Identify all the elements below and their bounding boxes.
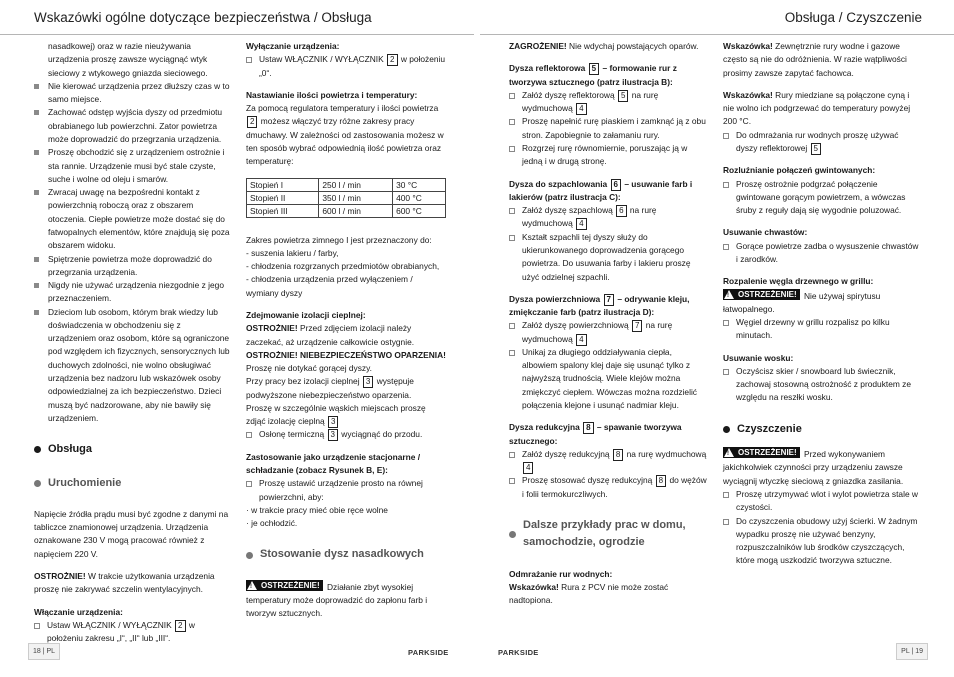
reducer-title-b: – spawanie tworzywa sztucznego: <box>509 422 682 446</box>
part-number-box: 8 <box>583 422 593 434</box>
list-item: Proszę ustawić urządzenie prosto na równej powierzchni, aby: <box>246 477 446 504</box>
tip-2 <box>723 89 921 129</box>
scraper-step-2: Kształt szpachli tej dyszy służy do ukierunkowanego doprowadzenia gorącego powietrza. Do usuwania farby i lakieru proszę użyć odzielnej szpachli. <box>509 231 709 284</box>
step-text: na rurę wydmuchową <box>522 320 673 344</box>
table-cell: 600 l / min <box>319 204 393 217</box>
tip-text: Rury miedziane są połączone cyną i nie wolno ich podgrzewać do temperatury powyżej 200 °C. <box>723 89 911 127</box>
safety-bullet-list <box>34 80 230 425</box>
warning-text: Nie używaj spirytusu łatwopalnego. <box>723 290 881 314</box>
reducer-step-2 <box>509 474 709 501</box>
step-text: Załóż dyszę redukcyjną <box>522 448 610 459</box>
tip-text: Zewnętrznie rury wodne i gazowe często są nie do odróżnienia. W razie wątpliwości prosimy zawsze zapytać fachowca. <box>723 41 907 78</box>
danger-paragraph <box>509 40 709 53</box>
list-item: - suszenia lakieru / farby, <box>246 247 339 258</box>
warning-text: Działanie zbyt wysokiej temperatury może doprowadzić do zapłonu farb i tworzyw sztucznych. <box>246 581 428 619</box>
column-2 <box>246 40 446 621</box>
surface-step-2: Unikaj za długiego oddziaływania ciepła, albowiem spalony klej daje się usunąć tylko z najwyższą trudnością. Wiele klejów można zmiękczyć ciepłem. Wówczas można rozdzielić połączenia klejone i usunąć nadmiar kleju. <box>509 346 709 412</box>
intro-text: nasadkowej) oraz w razie nieużywania urządzenia proszę zawsze wyciągnąć wtyk sieciowy z wtykowego gniazda sieciowego. <box>48 41 208 78</box>
step-text: Do odmrażania rur wodnych proszę używać dyszy reflektorowej <box>736 129 899 153</box>
table-row <box>247 178 446 191</box>
surface-step-1 <box>509 319 709 346</box>
list-item: Nigdy nie używać urządzenia niezgodnie z jego przeznaczeniem. <box>34 279 230 306</box>
insulation-text-b: występuje podwyższone niebezpieczeństwo oparzenia. <box>246 376 414 400</box>
insulation-text <box>246 375 446 402</box>
frost-title: Odmrażanie rur wodnych: <box>509 568 613 579</box>
tip-2-step <box>723 129 921 156</box>
list-item: Zwracaj uwagę na bezpośredni kontakt z powierzchnią roboczą oraz z obszarem otoczenia. Ciepłe powietrze może dostać się do fatwopalnych elementów, które znajdują się poza obszarem widoku. <box>34 186 230 252</box>
language-code: PL <box>46 648 56 655</box>
list-item: Proszę obchodzić się z urządzeniem ostrożnie i sta rannie. Urządzenie musi być stale czyste, suche i wolne od oleju i smarów. <box>34 146 230 186</box>
caution-text: W trakcie użytkowania urządzenia proszę nie zakrywać szczelin wentylacyjnych. <box>34 571 215 595</box>
footer-right <box>896 643 928 660</box>
wax-title: Usuwanie wosku: <box>723 352 794 363</box>
subsection-more-examples <box>509 517 709 552</box>
part-number-box: 5 <box>618 90 628 102</box>
part-number-box: 6 <box>611 179 621 191</box>
warning-label: OSTRZEŻENIE! <box>738 448 797 458</box>
list-item: · je ochłodzić. <box>246 518 298 529</box>
caution-text: Przed zdjęciem izolacji należy zaczekać, aż urządzenie całkowicie ostygnie. <box>246 323 415 347</box>
list-item: Proszę utrzymywać wlot i wylot powietrza stale w czystości. <box>723 488 921 515</box>
warning-badge <box>723 289 800 300</box>
thread-step: Proszę ostrożnie podgrzać połączenie gwintowane gorącym powietrzem, a wówczas śruby z reguły dają się wygodnie poluzować. <box>723 178 921 218</box>
insulation-danger <box>246 349 446 376</box>
step-text: Załóż dyszę powierzchniową <box>522 320 629 331</box>
reflector-title <box>509 62 709 89</box>
air-text <box>246 102 446 168</box>
part-number-box: 4 <box>576 334 586 346</box>
list-item: · w trakcie pracy mieć obie ręce wolne <box>246 504 388 515</box>
frost-tip <box>509 581 709 608</box>
grill-title: Rozpalenie węgla drzewnego w grillu: <box>723 276 874 287</box>
left-page-title: Wskazówki ogólne dotyczące bezpieczeństwa / Obsługa <box>34 9 372 25</box>
part-number-box: 7 <box>604 294 614 306</box>
list-item: Nie kierować urządzenia przez dłuższy czas w to samo miejsce. <box>34 80 230 107</box>
table-cell: Stopień II <box>247 191 319 204</box>
part-number-box: 3 <box>328 416 338 428</box>
weed-title: Usuwanie chwastów: <box>723 227 808 238</box>
section-title: Obsługa <box>48 443 93 456</box>
reflector-title-a: Dysza reflektorowa <box>509 63 586 74</box>
danger-text: Proszę nie dotykać gorącej dyszy. <box>246 363 372 374</box>
surface-title-b: – odrywanie kleju, zmiękczanie farb (patrz ilustracja D): <box>509 293 690 318</box>
insulation-text-c: Proszę w szczególnie wąskich miejscach proszę zdjąć izolację cieplną <box>246 402 426 427</box>
warning-triangle-icon <box>247 581 257 590</box>
page-number-box: PL | 19 <box>896 643 928 660</box>
scraper-step-1 <box>509 204 709 231</box>
part-number-box: 8 <box>613 449 623 461</box>
warning-triangle-icon <box>724 290 734 299</box>
part-number-box: 4 <box>576 103 586 115</box>
stationary-list <box>246 477 446 530</box>
part-number-box: 2 <box>247 116 257 128</box>
subsection-uruchomienie <box>34 475 230 492</box>
cold-intro: Zakres powietrza zimnego I jest przeznaczony do: <box>246 234 432 245</box>
cold-use-list <box>246 247 446 300</box>
tip-label: Wskazówka! <box>509 582 559 593</box>
scraper-title-b: – usuwanie farb i lakierów (patrz ilustracja C): <box>509 178 693 202</box>
reflector-title-b: – formowanie rur z tworzywa sztucznego (patrz ilustracja B): <box>509 63 677 87</box>
nozzle-warning <box>246 580 446 621</box>
danger-label: OSTROŻNIE! NIEBEZPIECZEŃSTWO OPARZENIA! <box>246 349 446 360</box>
air-title: Nastawianie ilości powietrza i temperatury: <box>246 89 418 100</box>
warning-badge <box>723 447 800 458</box>
part-number-box: 6 <box>616 205 626 217</box>
wax-step: Oczyścisz skier / snowboard lub świecznik, zachowaj stosowną ostrożność z produktem ze względu na reszłki wosku. <box>723 365 921 405</box>
bullet-dot-icon <box>34 446 41 453</box>
part-number-box: 4 <box>576 218 586 230</box>
step-text: na rurę wydmuchową <box>626 448 707 459</box>
bullet-dot-icon <box>34 480 41 487</box>
reducer-title <box>509 421 709 448</box>
brand-logo-left: PARKSIDE <box>408 648 449 657</box>
table-row <box>247 191 446 204</box>
part-number-box: 4 <box>523 462 533 474</box>
header-divider-right <box>480 34 954 35</box>
part-number-box: 8 <box>656 475 666 487</box>
page-number: 18 <box>33 648 41 655</box>
step-text: Proszę stosować dyszę redukcyjną <box>522 475 653 486</box>
thread-title: Rozluźnianie połączeń gwintowanych: <box>723 165 876 176</box>
insulation-text-a: Przy pracy bez izolacji cieplnej <box>246 376 360 387</box>
list-item: - chłodzenia urządzenia przed wyłączeniem / <box>246 274 413 285</box>
scraper-title-a: Dysza do szpachlowania <box>509 178 608 189</box>
insulation-title: Zdejmowanie izolacji cieplnej: <box>246 309 366 320</box>
step-text: Załóż dyszę reflektorową <box>522 89 615 100</box>
switch-on-text-end: w położeniu zakresu „I“, „II“ lub „III“. <box>47 619 195 644</box>
switch-off-step <box>246 53 446 80</box>
bullet-dot-icon <box>723 426 730 433</box>
list-item: Zachować odstęp wyjścia dyszy od przedmiotu obrabianego lub powierzchni. Zator powietrza może doprowadzić do przegrzania urządzenia. <box>34 106 230 146</box>
part-number-box: 7 <box>632 320 642 332</box>
tip-label: Wskazówka! <box>723 41 773 51</box>
column-1 <box>34 40 230 645</box>
stationary-title: Zastosowanie jako urządzenie stacjonarne / schładzanie (zobacz Rysunek B, E): <box>246 451 421 476</box>
list-item: Dzieciom lub osobom, którym brak wiedzy lub doświadczenia w obchodzeniu się z urządzeniem oraz osobom, które są ograniczone pod względem ich fizycznych, sensorycznych lub duchowych zdolności, nie wolno obsługiwać urządzenia bez nadzoru lub wskazówek osoby odpowiedzialnej za ich bezpieczeństwo. Dzieci muszą być nadzorowane, aby nie bawiły się urządzeniem. <box>34 306 230 426</box>
grill-warning <box>723 289 921 317</box>
switch-off-text-end: w położeniu „0“. <box>259 54 446 78</box>
switch-on-step <box>34 619 230 646</box>
tip-text: Rura z PCV nie może zostać nadtopiona. <box>509 582 669 606</box>
table-cell: 30 °C <box>393 178 446 191</box>
page-number-box: 18 | PL <box>28 643 60 660</box>
reducer-title-a: Dysza redukcyjna <box>509 422 580 433</box>
tip-label: Wskazówka! <box>723 89 773 100</box>
step-text: Załóż dyszę szpachlową <box>522 205 613 216</box>
page-number: 19 <box>915 648 923 655</box>
reflector-step-2: Proszę napełnić rurę piaskiem i zamknąć ją z obu stron. Zapobiegnie to załamaniu rury. <box>509 115 709 142</box>
air-text-end: możesz włączyć trzy różne zakresy pracy dmuchawy. W zależności od zastosowania możesz w ten sposób wybrać odpowiednią ilość powietrza oraz temperaturę: <box>246 116 444 167</box>
column-3 <box>509 40 709 608</box>
list-item: wymiany dyszy <box>246 287 303 298</box>
caution-label: OSTROŻNIE! <box>34 571 86 582</box>
list-item: Do czyszczenia obudowy użyj ścierki. W żadnym wypadku proszę nie używać benzyny, rozpuszczalników lub środków czyszczących, które mogą uszkodzić tworzywa sztuczne. <box>723 515 921 568</box>
part-number-box: 5 <box>589 63 599 75</box>
warning-label: OSTRZEŻENIE! <box>738 289 797 299</box>
insulation-caution <box>246 322 446 349</box>
cleaning-list <box>723 488 921 568</box>
part-number-box: 2 <box>387 54 397 66</box>
insulation-step-b: wyciągnąć do przodu. <box>341 429 423 440</box>
reflector-step-3: Rozgrzej rurę równomiernie, poruszając ją w jedną i w drugą stronę. <box>509 142 709 169</box>
section-obsluga <box>34 441 230 458</box>
reducer-step-1 <box>509 448 709 475</box>
header-divider-left <box>0 34 474 35</box>
caution-label: OSTROŻNIE! <box>246 323 298 334</box>
list-item: Spiętrzenie powietrza może doprowadzić do przegrzania urządzenia. <box>34 253 230 280</box>
scraper-title <box>509 178 709 205</box>
bullet-dot-icon <box>246 552 253 559</box>
surface-title-a: Dysza powierzchniowa <box>509 293 601 304</box>
part-number-box: 3 <box>363 376 373 388</box>
air-text-start: Za pomocą regulatora temperatury i ilości powietrza <box>246 103 439 114</box>
warning-label: OSTRZEŻENIE! <box>261 580 320 590</box>
table-cell: 600 °C <box>393 204 446 217</box>
weed-step: Gorące powietrze zadba o wysuszenie chwastów i zarodków. <box>723 240 921 267</box>
column-4 <box>723 40 921 568</box>
part-number-box: 2 <box>175 620 185 632</box>
bullet-dot-icon <box>509 531 516 538</box>
step-text: do wężów i folii termokurczliwych. <box>522 475 707 499</box>
table-cell: Stopień I <box>247 178 319 191</box>
section-czyszczenie <box>723 421 921 438</box>
warning-text: Przed wykonywaniem jakichkolwiek czynności przy urządzeniu zawsze wyciągnij wtyczkę sieciową z gniazdka zasilania. <box>723 449 904 486</box>
switch-on-text: Ustaw WŁĄCZNIK / WYŁĄCZNIK <box>47 619 172 630</box>
caution-paragraph <box>34 570 230 597</box>
table-cell: 400 °C <box>393 191 446 204</box>
language-code: PL <box>901 648 910 655</box>
part-number-box: 3 <box>328 429 338 441</box>
settings-table <box>246 178 446 218</box>
table-cell: 250 l / min <box>319 178 393 191</box>
table-row <box>247 204 446 217</box>
reflector-step-1 <box>509 89 709 116</box>
clean-warning <box>723 447 921 488</box>
subsection-nozzles <box>246 546 446 563</box>
step-text: na rurę wydmuchową <box>522 205 657 229</box>
table-cell: 350 l / min <box>319 191 393 204</box>
table-cell: Stopień III <box>247 204 319 217</box>
insulation-step-a: Osłonę termiczną <box>259 429 325 440</box>
danger-text: Nie wdychaj powstających oparów. <box>569 41 699 51</box>
warning-badge <box>246 580 323 591</box>
brand-logo-right: PARKSIDE <box>498 648 539 657</box>
part-number-box: 5 <box>811 143 821 155</box>
subsection-title: Uruchomienie <box>48 476 122 489</box>
section-title: Czyszczenie <box>737 422 802 435</box>
subsection-title: Stosowanie dysz nasadkowych <box>260 548 424 561</box>
footer-left <box>28 643 60 660</box>
insulation-text-2 <box>246 402 446 429</box>
list-item: - chłodzenia rozgrzanych przedmiotów obrabianych, <box>246 261 440 272</box>
grill-step: Węgiel drzewny w grillu rozpalisz po kilku minutach. <box>723 316 921 343</box>
subsection-title: Dalsze przykłady prac w domu, samochodzie, ogrodzie <box>523 519 686 549</box>
tip-1 <box>723 40 921 80</box>
danger-label: ZAGROŻENIE! <box>509 41 567 51</box>
step-text: na rurę wydmuchową <box>522 89 659 114</box>
startup-text: Napięcie źródła prądu musi być zgodne z danymi na tabliczce znamionowej urządzenia. Urządzenia oznakowane 230 V mogą pracować również z napięciem 220 V. <box>34 508 229 559</box>
insulation-step <box>246 428 446 441</box>
warning-triangle-icon <box>724 448 734 457</box>
right-page-title: Obsługa / Czyszczenie <box>784 9 922 25</box>
surface-title <box>509 293 709 320</box>
switch-on-title: Włączanie urządzenia: <box>34 606 123 617</box>
switch-off-text: Ustaw WŁĄCZNIK / WYŁĄCZNIK <box>259 54 384 65</box>
switch-off-title: Wyłączanie urządzenia: <box>246 41 340 51</box>
